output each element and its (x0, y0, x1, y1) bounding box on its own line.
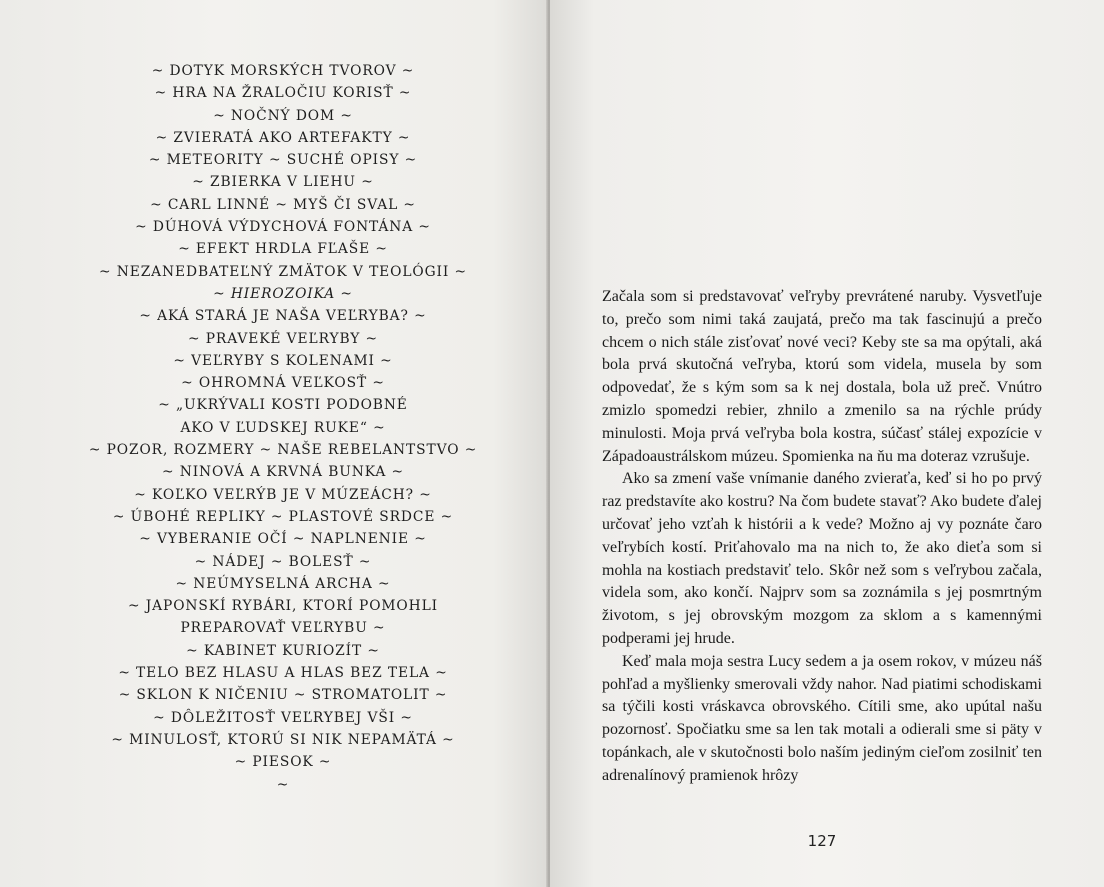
paragraph: Keď mala moja sestra Lucy sedem a ja osem rokov, v múzeu náš pohľad a myšlienky smerovali vždy nahor. Nad piatimi schodiskami sa týčili kosti vráskavca obrovského. Cítili sme, ako upútal našu pozornosť. Spočiatku sme sa len tak motali a odierali sme si päty v topánkach, ale v skutočnosti bolo naším jediným cieľom zosilniť ten adrenalínový pramienok hrôzy (602, 652, 1042, 784)
motif-line: ~ METEORITY ~ SUCHÉ OPISY ~ (148, 152, 418, 169)
motif-line: ~ PRAVEKÉ VEĽRYBY ~ (187, 330, 378, 347)
motif-line: ~ NINOVÁ A KRVNÁ BUNKA ~ (161, 464, 405, 481)
motif-line: ~ KABINET KURIOZÍT ~ (186, 642, 380, 659)
motif-line: ~ AKÁ STARÁ JE NAŠA VEĽRYBA? ~ (139, 308, 427, 325)
page-number: 127 (807, 832, 837, 850)
motif-line: ~ ZVIERATÁ AKO ARTEFAKTY ~ (155, 129, 411, 146)
motif-line: ~ NEÚMYSELNÁ ARCHA ~ (175, 575, 391, 592)
motif-line: ~ MINULOSŤ, KTORÚ SI NIK NEPAMÄTÁ ~ (111, 731, 455, 748)
motif-line: ~ „UKRÝVALI KOSTI PODOBNÉ (158, 397, 408, 414)
motif-line: ~ DOTYK MORSKÝCH TVOROV ~ (151, 63, 415, 79)
motif-line: ~ DÔLEŽITOSŤ VEĽRYBEJ VŠI ~ (153, 709, 413, 726)
motif-line: ~ TELO BEZ HLASU A HLAS BEZ TELA ~ (118, 665, 448, 682)
motif-line: ~ NÁDEJ ~ BOLESŤ ~ (194, 553, 372, 570)
motif-line: ~ HRA NA ŽRALOČIU KORISŤ ~ (154, 85, 412, 102)
motif-line: AKO V ĽUDSKEJ RUKE“ ~ (180, 419, 386, 436)
motif-line: ~ OHROMNÁ VEĽKOSŤ ~ (181, 375, 385, 392)
chapter-motif-list (0, 60, 566, 796)
paragraph: Ako sa zmení vaše vnímanie daného zvieraťa, keď si ho po prvý raz predstavíte ako kostru? Na čom budete stavať? Ako budete ďalej určovať jeho vzťah k histórii a k vede? Možno aj vy poznáte čaro veľrybích kostí. Priťahovalo ma na nich to, že ako dieťa som si mohla na kostiach predstaviť telo. Skôr než som s veľrybou začala, videla som, ako končí. Najprv som sa zoznámila s jej posmrtným životom, s jej obrovským mozgom za sklom a s kamennými podperami jej hrude. (602, 470, 1042, 647)
motif-line: ~ VYBERANIE OČÍ ~ NAPLNENIE ~ (139, 531, 427, 548)
motif-line: ~ NEZANEDBATEĽNÝ ZMÄTOK V TEOLÓGII ~ (99, 263, 467, 280)
left-page (0, 0, 548, 887)
motif-line: ~ ZBIERKA V LIEHU ~ (192, 174, 374, 191)
motif-line-italic: ~ HIEROZOIKA ~ (213, 285, 353, 302)
motif-line: ~ SKLON K NIČENIU ~ STROMATOLIT ~ (118, 687, 448, 704)
motif-line: PREPAROVAŤ VEĽRYBU ~ (180, 620, 386, 637)
motif-line: ~ DÚHOVÁ VÝDYCHOVÁ FONTÁNA ~ (135, 219, 431, 236)
motif-line: ~ ÚBOHÉ REPLIKY ~ PLASTOVÉ SRDCE ~ (112, 508, 454, 525)
motif-line: ~ CARL LINNÉ ~ MYŠ ČI SVAL ~ (150, 196, 416, 213)
motif-line: ~ JAPONSKÍ RYBÁRI, KTORÍ POMOHLI (127, 598, 438, 615)
body-text (602, 286, 1042, 788)
motif-line: ~ KOĽKO VEĽRÝB JE V MÚZEÁCH? ~ (134, 486, 432, 503)
motif-line: ~ PIESOK ~ (234, 754, 332, 771)
tilde-ornament: ~ (276, 776, 290, 793)
motif-line: ~ NOČNÝ DOM ~ (213, 107, 353, 124)
motif-line: ~ EFEKT HRDLA FĽAŠE ~ (178, 241, 388, 258)
motif-line: ~ VEĽRYBY S KOLENAMI ~ (173, 352, 393, 369)
motif-line: ~ POZOR, ROZMERY ~ NAŠE REBELANTSTVO ~ (88, 442, 478, 459)
paragraph: Začala som si predstavovať veľryby prevrátené naruby. Vysvetľuje to, prečo som nimi taká zaujatá, prečo ma tak fascinujú a prečo chcem o nich stále zisťovať nové veci? Keby ste sa ma opýtali, aká bola prvá skutočná veľryba, ktorú som videla, musela by som odpovedať, že s kým som sa k nej dostala, bola už preč. Vnútro zmizlo spomedzi rebier, zhnilo a zmenilo sa na rýchle prúdy minulosti. Moja prvá veľryba bola kostra, súčasť stálej expozície v Západoaustrálskom múzeu. Spomienka na ňu ma doteraz vzrušuje. (602, 288, 1042, 465)
